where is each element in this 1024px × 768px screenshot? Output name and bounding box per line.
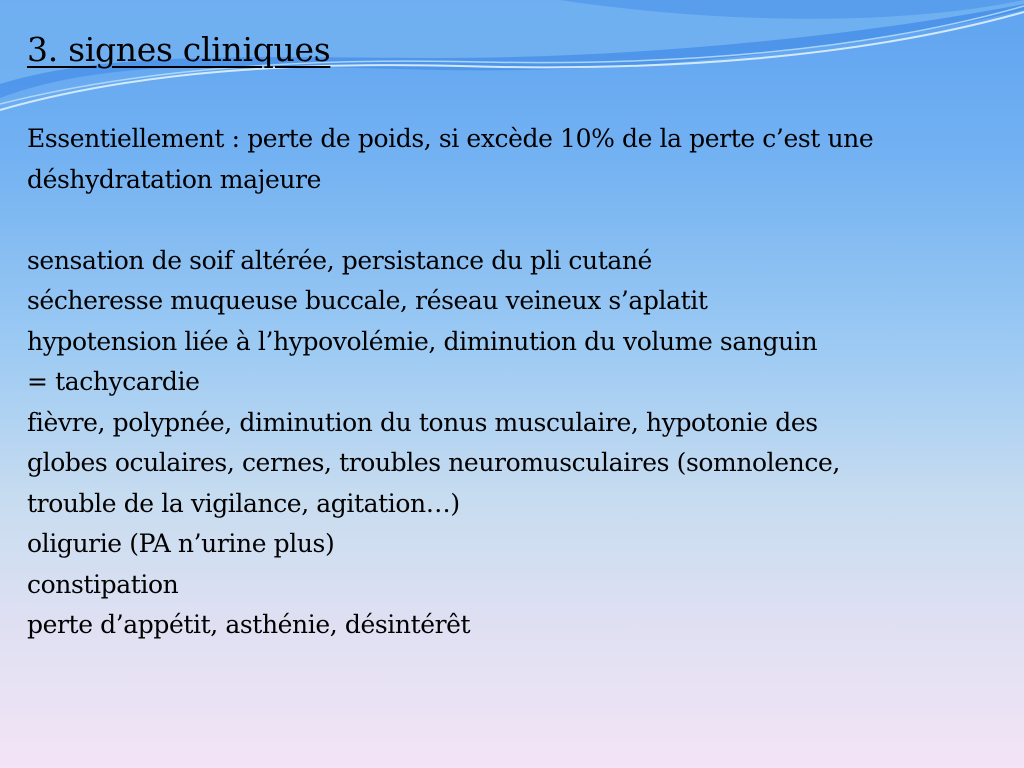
slide-title: 3. signes cliniques — [27, 30, 331, 69]
symptom-line: oligurie (PA n’urine plus) — [27, 529, 335, 558]
symptom-line: = tachycardie — [27, 367, 200, 396]
symptom-line: globes oculaires, cernes, troubles neuromusculaires (somnolence, — [27, 448, 840, 477]
intro-line: déshydratation majeure — [27, 164, 322, 194]
intro-line: Essentiellement : perte de poids, si excède 10% de la perte c’est une — [27, 124, 874, 153]
symptom-line: constipation — [27, 569, 179, 599]
symptom-line: hypotension liée à l’hypovolémie, diminution du volume sanguin — [27, 326, 818, 356]
symptom-line: perte d’appétit, asthénie, désintérêt — [27, 610, 471, 639]
symptom-line: fièvre, polypnée, diminution du tonus musculaire, hypotonie des — [27, 407, 818, 437]
symptom-line: sécheresse muqueuse buccale, réseau veineux s’aplatit — [27, 286, 708, 315]
slide-body — [27, 119, 1002, 646]
paragraph-spacer — [27, 200, 1002, 241]
symptom-line: sensation de soif altérée, persistance du pli cutané — [27, 245, 652, 275]
symptom-line: trouble de la vigilance, agitation…) — [27, 488, 460, 518]
